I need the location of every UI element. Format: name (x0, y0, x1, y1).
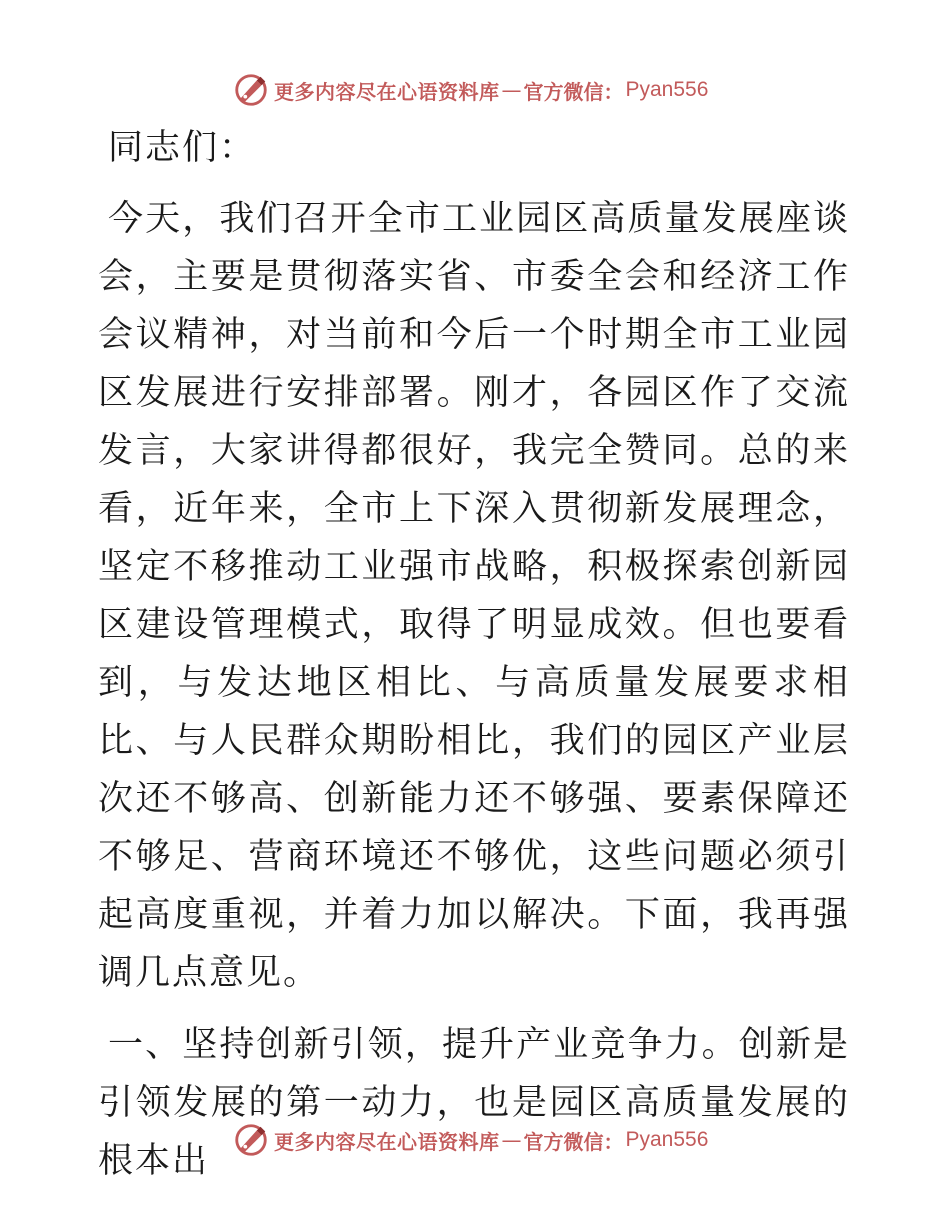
watermark-separator: — (501, 78, 522, 102)
footer-watermark (232, 1120, 752, 1160)
document-body (98, 118, 850, 1204)
salutation: 同志们： (108, 128, 257, 168)
watermark-separator: — (501, 1128, 522, 1152)
watermark-wechat-id: Pyan556 (625, 78, 709, 101)
header-watermark (232, 70, 752, 110)
watermark-wechat-label: 官方微信： (523, 1129, 624, 1154)
paragraph-intro: 今天，我们召开全市工业园区高质量发展座谈会，主要是贯彻落实省、市委全会和经济工作会议精神，对当前和今后一个时期全市工业园区发展进行安排部署。刚才，各园区作了交流发言，大家讲得都很好，我完全赞同。总的来看，近年来，全市上下深入贯彻新发展理念，坚定不移推动工业强市战略，积极探索创新园区建设管理模式，取得了明显成效。但也要看到，与发达地区相比、与高质量发展要求相比、与人民群众期盼相比，我们的园区产业层次还不够高、创新能力还不够强、要素保障还不够足、营商环境还不够优，这些问题必须引起高度重视，并着力加以解决。下面，我再强调几点意见。 (98, 199, 850, 993)
paragraph-section-one: 一、坚持创新引领，提升产业竞争力。创新是引领发展的第一动力，也是园区高质量发展的根本出 (98, 1025, 850, 1181)
pen-logo-icon (232, 1121, 270, 1159)
watermark-wechat-id: Pyan556 (625, 1128, 709, 1151)
watermark-text: 更多内容尽在心语资料库 (274, 1129, 500, 1154)
pen-logo-icon (232, 71, 270, 109)
watermark-text: 更多内容尽在心语资料库 (274, 79, 500, 104)
watermark-wechat-label: 官方微信： (523, 79, 624, 104)
